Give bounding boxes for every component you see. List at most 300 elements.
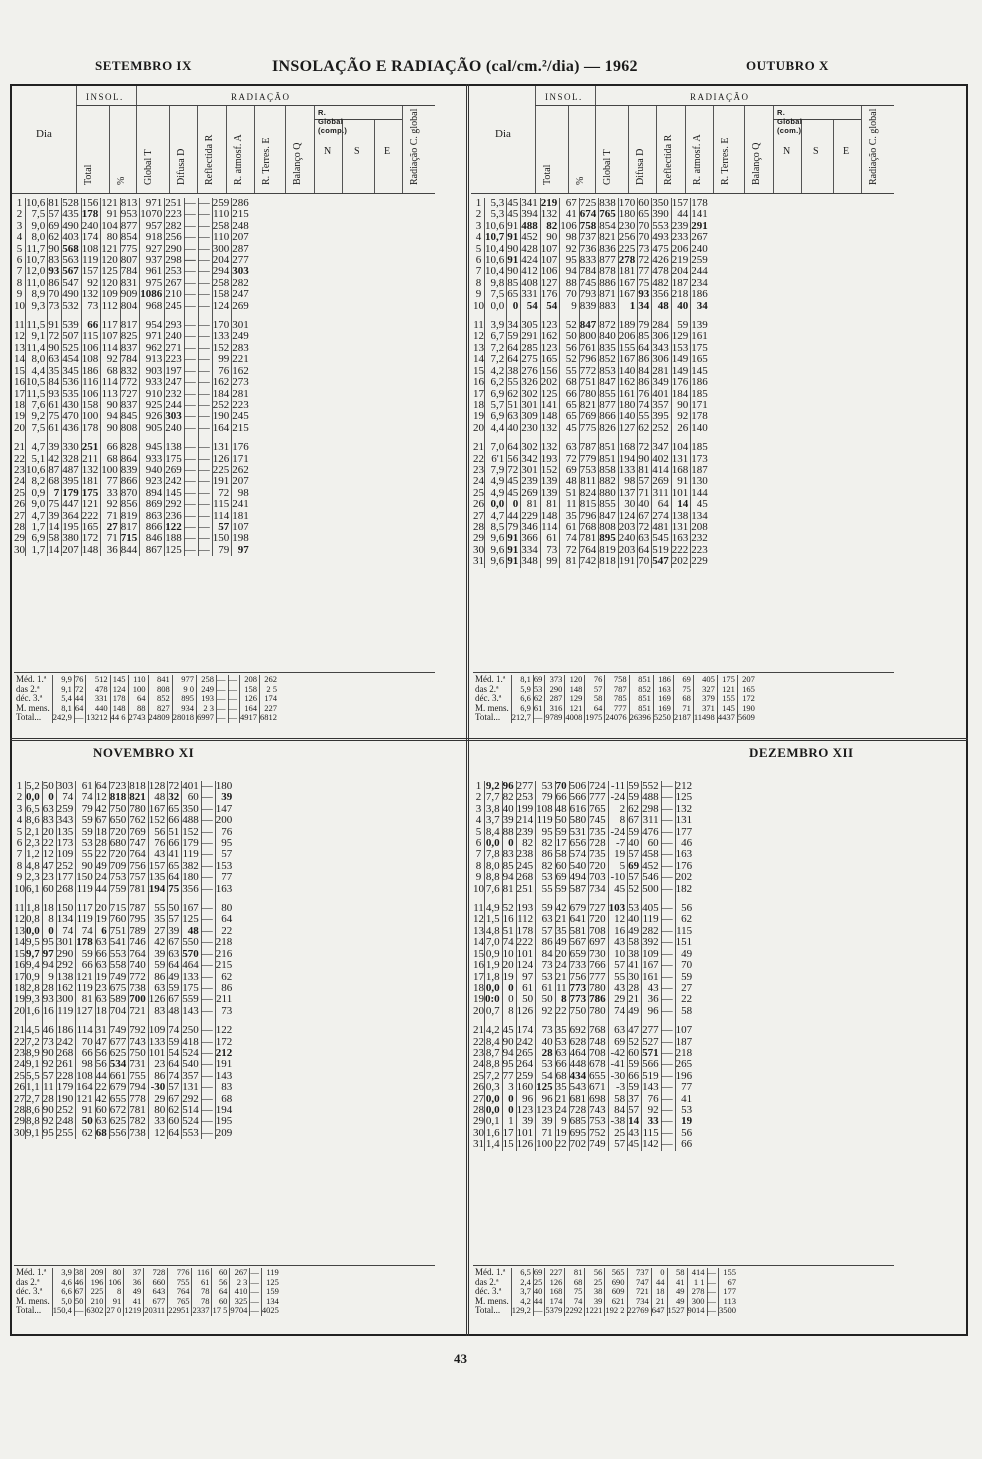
value-cell: 81 xyxy=(76,994,96,1005)
value-cell: 51 xyxy=(502,926,516,937)
summary-value: 67 xyxy=(74,1287,86,1297)
value-cell: 104 xyxy=(671,442,691,453)
day-cell: 8 xyxy=(475,859,482,872)
value-cell: 194 xyxy=(618,454,638,465)
day-cell: 6 xyxy=(16,254,23,267)
value-cell: 1,7 xyxy=(26,522,48,533)
value-cell: 724 xyxy=(589,781,609,792)
value-cell: 708 xyxy=(589,926,609,937)
value-cell: 65 xyxy=(507,289,521,300)
summary-label: déc. 3.ª xyxy=(475,1286,502,1297)
value-cell: 250 xyxy=(182,1025,202,1036)
value-cell: 787 xyxy=(579,442,599,453)
value-cell: 45 xyxy=(507,488,521,499)
summary-value: 6302 xyxy=(86,1306,106,1316)
value-cell: 88 xyxy=(560,278,580,289)
summary-value: 1219 xyxy=(124,1306,144,1316)
value-cell: — xyxy=(661,1059,675,1070)
value-cell: 133 xyxy=(212,331,232,342)
value-cell: 971 xyxy=(140,331,165,342)
value-cell: 0,0 xyxy=(485,1094,503,1105)
value-cell: 198 xyxy=(232,532,249,545)
value-cell: 73 xyxy=(81,301,101,312)
value-cell: 251 xyxy=(165,198,185,209)
value-cell: 53 xyxy=(76,838,96,849)
value-cell: 190 xyxy=(212,411,232,422)
value-cell: — xyxy=(198,411,212,422)
summary-value: 116 xyxy=(192,1268,212,1278)
value-cell: 821 xyxy=(599,232,619,243)
value-cell: 2,3 xyxy=(26,838,43,849)
value-cell: 855 xyxy=(599,499,619,510)
value-cell: 1,5 xyxy=(485,914,503,925)
value-cell: 137 xyxy=(618,488,638,499)
summary-value: — xyxy=(250,1297,262,1307)
value-cell: 73 xyxy=(42,1037,56,1048)
value-cell: 65 xyxy=(168,804,182,815)
value-cell: 817 xyxy=(120,522,140,533)
summary-value: 852 xyxy=(148,694,172,704)
value-cell: 69 xyxy=(560,465,580,476)
summary-value: — xyxy=(707,1306,719,1316)
value-cell: 357 xyxy=(182,1071,202,1082)
summary-value: 227 xyxy=(260,704,280,714)
value-cell: 181 xyxy=(232,509,249,522)
value-cell: 106 xyxy=(81,389,101,400)
value-cell: 145 xyxy=(165,488,185,499)
value-cell: 8,5 xyxy=(485,522,507,533)
value-cell: 43 xyxy=(608,983,628,994)
value-cell: 138 xyxy=(56,972,76,983)
value-cell: 6,9 xyxy=(485,411,507,422)
value-cell: 178 xyxy=(81,209,101,220)
summary-value: 8 xyxy=(106,1287,124,1297)
value-cell: 75 xyxy=(638,278,652,289)
summary-value: 81 xyxy=(565,1268,585,1278)
day-cell: 16 xyxy=(473,959,484,972)
value-cell: 215 xyxy=(232,208,249,221)
value-cell: 223 xyxy=(165,209,185,220)
summary-value: 24076 xyxy=(605,713,629,723)
value-cell: 60 xyxy=(95,1105,109,1116)
value-cell: 242 xyxy=(56,1037,76,1048)
summary-value: 186 xyxy=(653,675,673,685)
value-cell: 45 xyxy=(691,499,710,510)
summary-label: Méd. 1.ª xyxy=(475,674,506,684)
value-cell: 9,2 xyxy=(485,781,503,792)
horizontal-divider xyxy=(10,738,968,741)
value-cell: 628 xyxy=(569,1037,589,1048)
table-row xyxy=(14,289,251,300)
value-cell: 63 xyxy=(95,994,109,1005)
value-cell: — xyxy=(661,1139,675,1150)
value-cell: 121 xyxy=(76,972,96,983)
value-cell: 54 xyxy=(168,1048,182,1059)
value-cell: 877 xyxy=(120,221,140,232)
value-cell: — xyxy=(201,884,215,895)
value-cell: 70 xyxy=(638,221,652,232)
value-cell: 403 xyxy=(62,232,82,243)
value-cell: 74 xyxy=(168,1025,182,1036)
value-cell: 342 xyxy=(521,454,541,465)
day-cell: 12 xyxy=(473,330,484,343)
value-cell: 2,7 xyxy=(26,1094,43,1105)
value-cell: 63 xyxy=(48,354,62,365)
value-cell: 229 xyxy=(521,511,541,522)
value-cell: 839 xyxy=(120,465,140,476)
value-cell: 21 xyxy=(555,972,569,983)
value-cell: 135 xyxy=(56,827,76,838)
value-cell: 1,7 xyxy=(26,545,48,556)
value-cell: 132 xyxy=(540,442,560,453)
value-cell: 356 xyxy=(652,289,672,300)
value-cell: 0,0 xyxy=(26,926,43,937)
summary-value: 192 2 xyxy=(605,1306,627,1316)
rglobal-label: R. Global (com.) xyxy=(777,108,803,135)
value-cell: 301 xyxy=(521,400,541,411)
value-cell: 123 xyxy=(516,1105,536,1116)
summary-value: 11498 xyxy=(693,713,717,723)
value-cell: 123 xyxy=(540,320,560,331)
value-cell: 954 xyxy=(140,320,165,331)
value-cell: 301 xyxy=(232,319,249,332)
value-cell: 343 xyxy=(56,815,76,826)
value-cell: 36 xyxy=(101,545,121,556)
summary-value: 851 xyxy=(629,694,653,704)
value-cell: 755 xyxy=(129,1071,149,1082)
value-cell: 9,1 xyxy=(26,1128,43,1139)
value-cell: 546 xyxy=(642,872,662,883)
value-cell: 96 xyxy=(642,1006,662,1017)
value-cell: 4,7 xyxy=(485,511,507,522)
value-cell: 10,4 xyxy=(485,244,507,255)
summary-value: 9789 xyxy=(545,713,565,723)
summary-value: 165 xyxy=(737,685,757,695)
summary-value: 46 xyxy=(74,1278,86,1288)
summary-value: 75 xyxy=(565,1287,585,1297)
value-cell: 22 xyxy=(555,1006,569,1017)
value-cell: 11 xyxy=(560,499,580,510)
value-cell: 792 xyxy=(129,1025,149,1036)
value-cell: 290 xyxy=(165,244,185,255)
day-cell: 19 xyxy=(14,410,25,423)
value-cell: 97 xyxy=(42,949,56,960)
value-cell: 7,0 xyxy=(485,442,507,453)
value-cell: 519 xyxy=(652,545,672,556)
value-cell: 125 xyxy=(536,1082,556,1093)
value-cell: 162 xyxy=(212,377,232,388)
value-cell: 695 xyxy=(569,1128,589,1139)
value-cell: 124 xyxy=(516,960,536,971)
value-cell: 821 xyxy=(579,400,599,411)
value-cell: 11,0 xyxy=(26,278,48,289)
summary-value: 6997 xyxy=(197,713,217,723)
summary-value: 150,4 xyxy=(52,1306,74,1316)
value-cell: 16 xyxy=(608,926,628,937)
value-cell: 90 xyxy=(42,1048,56,1059)
value-cell: 41 xyxy=(560,209,580,220)
value-cell: 567 xyxy=(569,937,589,948)
value-cell: -24 xyxy=(608,792,628,803)
value-cell: 4,2 xyxy=(485,1025,503,1036)
value-cell: 173 xyxy=(691,452,708,465)
value-cell: 553 xyxy=(652,221,672,232)
value-cell: 74 xyxy=(560,533,580,544)
summary-value: 49 xyxy=(667,1287,687,1297)
value-cell: 75 xyxy=(48,499,62,510)
value-cell: — xyxy=(198,209,212,220)
value-cell: 733 xyxy=(569,960,589,971)
value-cell: 1,1 xyxy=(26,1082,43,1093)
value-cell: 550 xyxy=(182,937,202,948)
value-cell: 85 xyxy=(638,331,652,342)
value-cell: 35 xyxy=(148,914,168,925)
value-cell: 56 xyxy=(148,827,168,838)
day-cell: 3 xyxy=(475,802,482,815)
value-cell: 14 xyxy=(48,545,62,556)
value-cell: 58 xyxy=(675,1006,694,1017)
value-cell: — xyxy=(661,1071,675,1082)
day-cell: 29 xyxy=(473,532,484,545)
value-cell: 84 xyxy=(536,949,556,960)
value-cell: 858 xyxy=(599,465,619,476)
value-cell: 81 xyxy=(560,556,580,567)
value-cell: — xyxy=(661,903,675,914)
value-cell: 62 xyxy=(168,1105,182,1116)
value-cell: 845 xyxy=(120,411,140,422)
value-cell: 62 xyxy=(76,1128,96,1139)
value-cell: 57 xyxy=(628,849,642,860)
table-row xyxy=(473,1139,694,1150)
value-cell: 94 xyxy=(502,872,516,883)
summary-value: — xyxy=(217,694,229,704)
value-cell: — xyxy=(184,232,198,243)
summary-value: 2 3 xyxy=(230,1278,250,1288)
value-cell: 57 xyxy=(168,914,182,925)
value-cell: — xyxy=(661,804,675,815)
value-cell: 66 xyxy=(76,960,96,971)
value-cell: 877 xyxy=(599,400,619,411)
value-cell: 401 xyxy=(652,389,672,400)
value-cell: 832 xyxy=(120,366,140,377)
rdiacao-label: Radiação C. global xyxy=(409,108,420,185)
day-cell: 10 xyxy=(14,882,25,895)
table-row xyxy=(473,1006,694,1017)
value-cell: 48 xyxy=(652,301,672,312)
value-cell: 1,6 xyxy=(485,1128,503,1139)
value-cell: 70 xyxy=(48,289,62,300)
value-cell: 40 xyxy=(507,423,521,434)
value-cell: 59 xyxy=(168,1037,182,1048)
value-cell: 100 xyxy=(101,465,121,476)
day-cell: 17 xyxy=(14,387,25,400)
value-cell: 4,2 xyxy=(485,366,507,377)
value-cell: 840 xyxy=(599,331,619,342)
summary-row xyxy=(473,713,757,723)
summary-value: 3500 xyxy=(719,1305,736,1316)
value-cell: 186 xyxy=(691,288,708,301)
value-cell: 64 xyxy=(215,914,234,925)
value-cell: 86 xyxy=(48,278,62,289)
value-cell: 156 xyxy=(81,198,101,209)
value-cell: 163 xyxy=(675,848,693,861)
value-cell: 883 xyxy=(599,301,619,312)
value-cell: 91 xyxy=(507,533,521,544)
day-cell: 3 xyxy=(16,219,23,232)
day-cell: 18 xyxy=(14,981,25,994)
value-cell: 114 xyxy=(101,377,121,388)
summary-row xyxy=(14,685,279,695)
value-cell: 8,6 xyxy=(26,815,43,826)
value-cell: 108 xyxy=(81,244,101,255)
value-cell: 394 xyxy=(521,209,541,220)
day-cell: 24 xyxy=(473,475,484,488)
value-cell: 126 xyxy=(516,1139,536,1150)
summary-value: 212,7 xyxy=(511,713,533,723)
value-cell: 817 xyxy=(120,320,140,331)
summary-value: — xyxy=(228,713,240,723)
value-cell: 76 xyxy=(215,827,234,838)
value-cell: 7 xyxy=(48,488,62,499)
summary-value: 258 xyxy=(197,675,217,685)
value-cell: 34 xyxy=(507,320,521,331)
value-cell: 267 xyxy=(165,278,185,289)
value-cell: 61 xyxy=(536,983,556,994)
value-cell: 77 xyxy=(638,266,652,277)
value-cell: — xyxy=(661,937,675,948)
value-cell: 23 xyxy=(95,983,109,994)
value-cell: 708 xyxy=(589,1048,609,1059)
value-cell: 51 xyxy=(560,488,580,499)
value-cell: 117 xyxy=(76,903,96,914)
value-cell: 212 xyxy=(675,780,693,792)
value-cell: — xyxy=(661,781,675,792)
value-cell: 8,0 xyxy=(26,354,48,365)
value-cell: — xyxy=(661,838,675,849)
value-cell: 73 xyxy=(540,545,560,556)
value-cell: 0,0 xyxy=(485,983,503,994)
value-cell: 85 xyxy=(507,278,521,289)
summary-label: Méd. 1.ª xyxy=(16,1267,47,1277)
value-cell: 0,7 xyxy=(485,1006,503,1017)
value-cell: 70 xyxy=(560,289,580,300)
value-cell: 60 xyxy=(642,838,662,849)
value-cell: 8 xyxy=(555,994,569,1005)
value-cell: 119 xyxy=(76,914,96,925)
summary-label: M. mens. xyxy=(475,1295,509,1306)
value-cell: 132 xyxy=(81,465,101,476)
header-column-rule xyxy=(833,119,834,193)
summary-value: 121 xyxy=(565,704,585,714)
day-cell: 29 xyxy=(473,1115,484,1128)
summary-value: 169 xyxy=(653,704,673,714)
day-cell: 13 xyxy=(473,341,484,354)
summary-value: 4917 xyxy=(240,713,260,723)
value-cell: 9,4 xyxy=(26,960,43,971)
value-cell: 223 xyxy=(691,543,708,556)
value-cell: 66 xyxy=(76,1048,96,1059)
value-cell: 188 xyxy=(165,533,185,544)
value-cell: 727 xyxy=(120,389,140,400)
value-cell: 84 xyxy=(638,366,652,377)
value-cell: 143 xyxy=(642,1082,662,1093)
value-cell: 61 xyxy=(48,423,62,434)
value-cell: 225 xyxy=(618,244,638,255)
value-cell: 80 xyxy=(148,1105,168,1116)
header-column-rule xyxy=(254,105,255,193)
value-cell: 127 xyxy=(618,423,638,434)
day-cell: 7 xyxy=(16,848,23,861)
value-cell: 90 xyxy=(76,861,96,872)
summary-row xyxy=(14,675,279,685)
value-cell: 22 xyxy=(95,1082,109,1093)
value-cell: 5,3 xyxy=(485,209,507,220)
value-cell: 193 xyxy=(516,903,536,914)
value-cell: 66 xyxy=(560,389,580,400)
value-cell: 9,0 xyxy=(26,221,48,232)
radiacao-label: RADIAÇÃO xyxy=(690,92,750,102)
value-cell: 720 xyxy=(589,914,609,925)
value-cell: — xyxy=(201,937,215,948)
value-cell: 98 xyxy=(618,476,638,487)
summary-value: 72 xyxy=(74,685,86,695)
value-cell: 93 xyxy=(48,389,62,400)
value-cell: 211 xyxy=(81,454,101,465)
value-cell: 109 xyxy=(56,849,76,860)
value-cell: 251 xyxy=(516,884,536,895)
value-cell: 0:0 xyxy=(485,994,503,1005)
value-cell: 119 xyxy=(81,255,101,266)
value-cell: 126 xyxy=(148,994,168,1005)
value-cell: 103 xyxy=(608,903,628,914)
summary-rule xyxy=(473,1265,894,1266)
value-cell: 11 xyxy=(555,983,569,994)
value-cell: 177 xyxy=(675,825,693,838)
value-cell: 7,6 xyxy=(485,884,503,895)
day-cell: 20 xyxy=(14,1004,25,1017)
value-cell: 3 xyxy=(502,1082,516,1093)
value-cell: 222 xyxy=(516,937,536,948)
value-cell: 92 xyxy=(642,1105,662,1116)
value-cell: 753 xyxy=(579,465,599,476)
day-cell: 4 xyxy=(16,231,23,244)
value-cell: 43 xyxy=(148,849,168,860)
value-cell: 48 xyxy=(182,926,202,937)
value-cell: 283 xyxy=(232,341,249,354)
value-cell: — xyxy=(201,838,215,849)
value-cell: 728 xyxy=(569,1105,589,1116)
value-cell: 127 xyxy=(540,278,560,289)
value-cell: 244 xyxy=(165,400,185,411)
value-cell: 20 xyxy=(95,903,109,914)
value-cell: — xyxy=(184,533,198,544)
s-label: S xyxy=(813,146,819,157)
value-cell: 56 xyxy=(560,343,580,354)
day-cell: 21 xyxy=(473,1024,484,1037)
value-cell: 58 xyxy=(48,533,62,544)
value-cell: 350 xyxy=(652,198,672,209)
value-cell: — xyxy=(661,914,675,925)
value-cell: 57 xyxy=(628,872,642,883)
value-cell: — xyxy=(184,255,198,266)
table-row xyxy=(473,872,694,883)
value-cell: 452 xyxy=(521,232,541,243)
value-cell: 91 xyxy=(48,320,62,331)
value-cell: 880 xyxy=(599,488,619,499)
value-cell: 532 xyxy=(62,301,82,312)
value-cell: 162 xyxy=(56,983,76,994)
value-cell: 749 xyxy=(589,1139,609,1150)
